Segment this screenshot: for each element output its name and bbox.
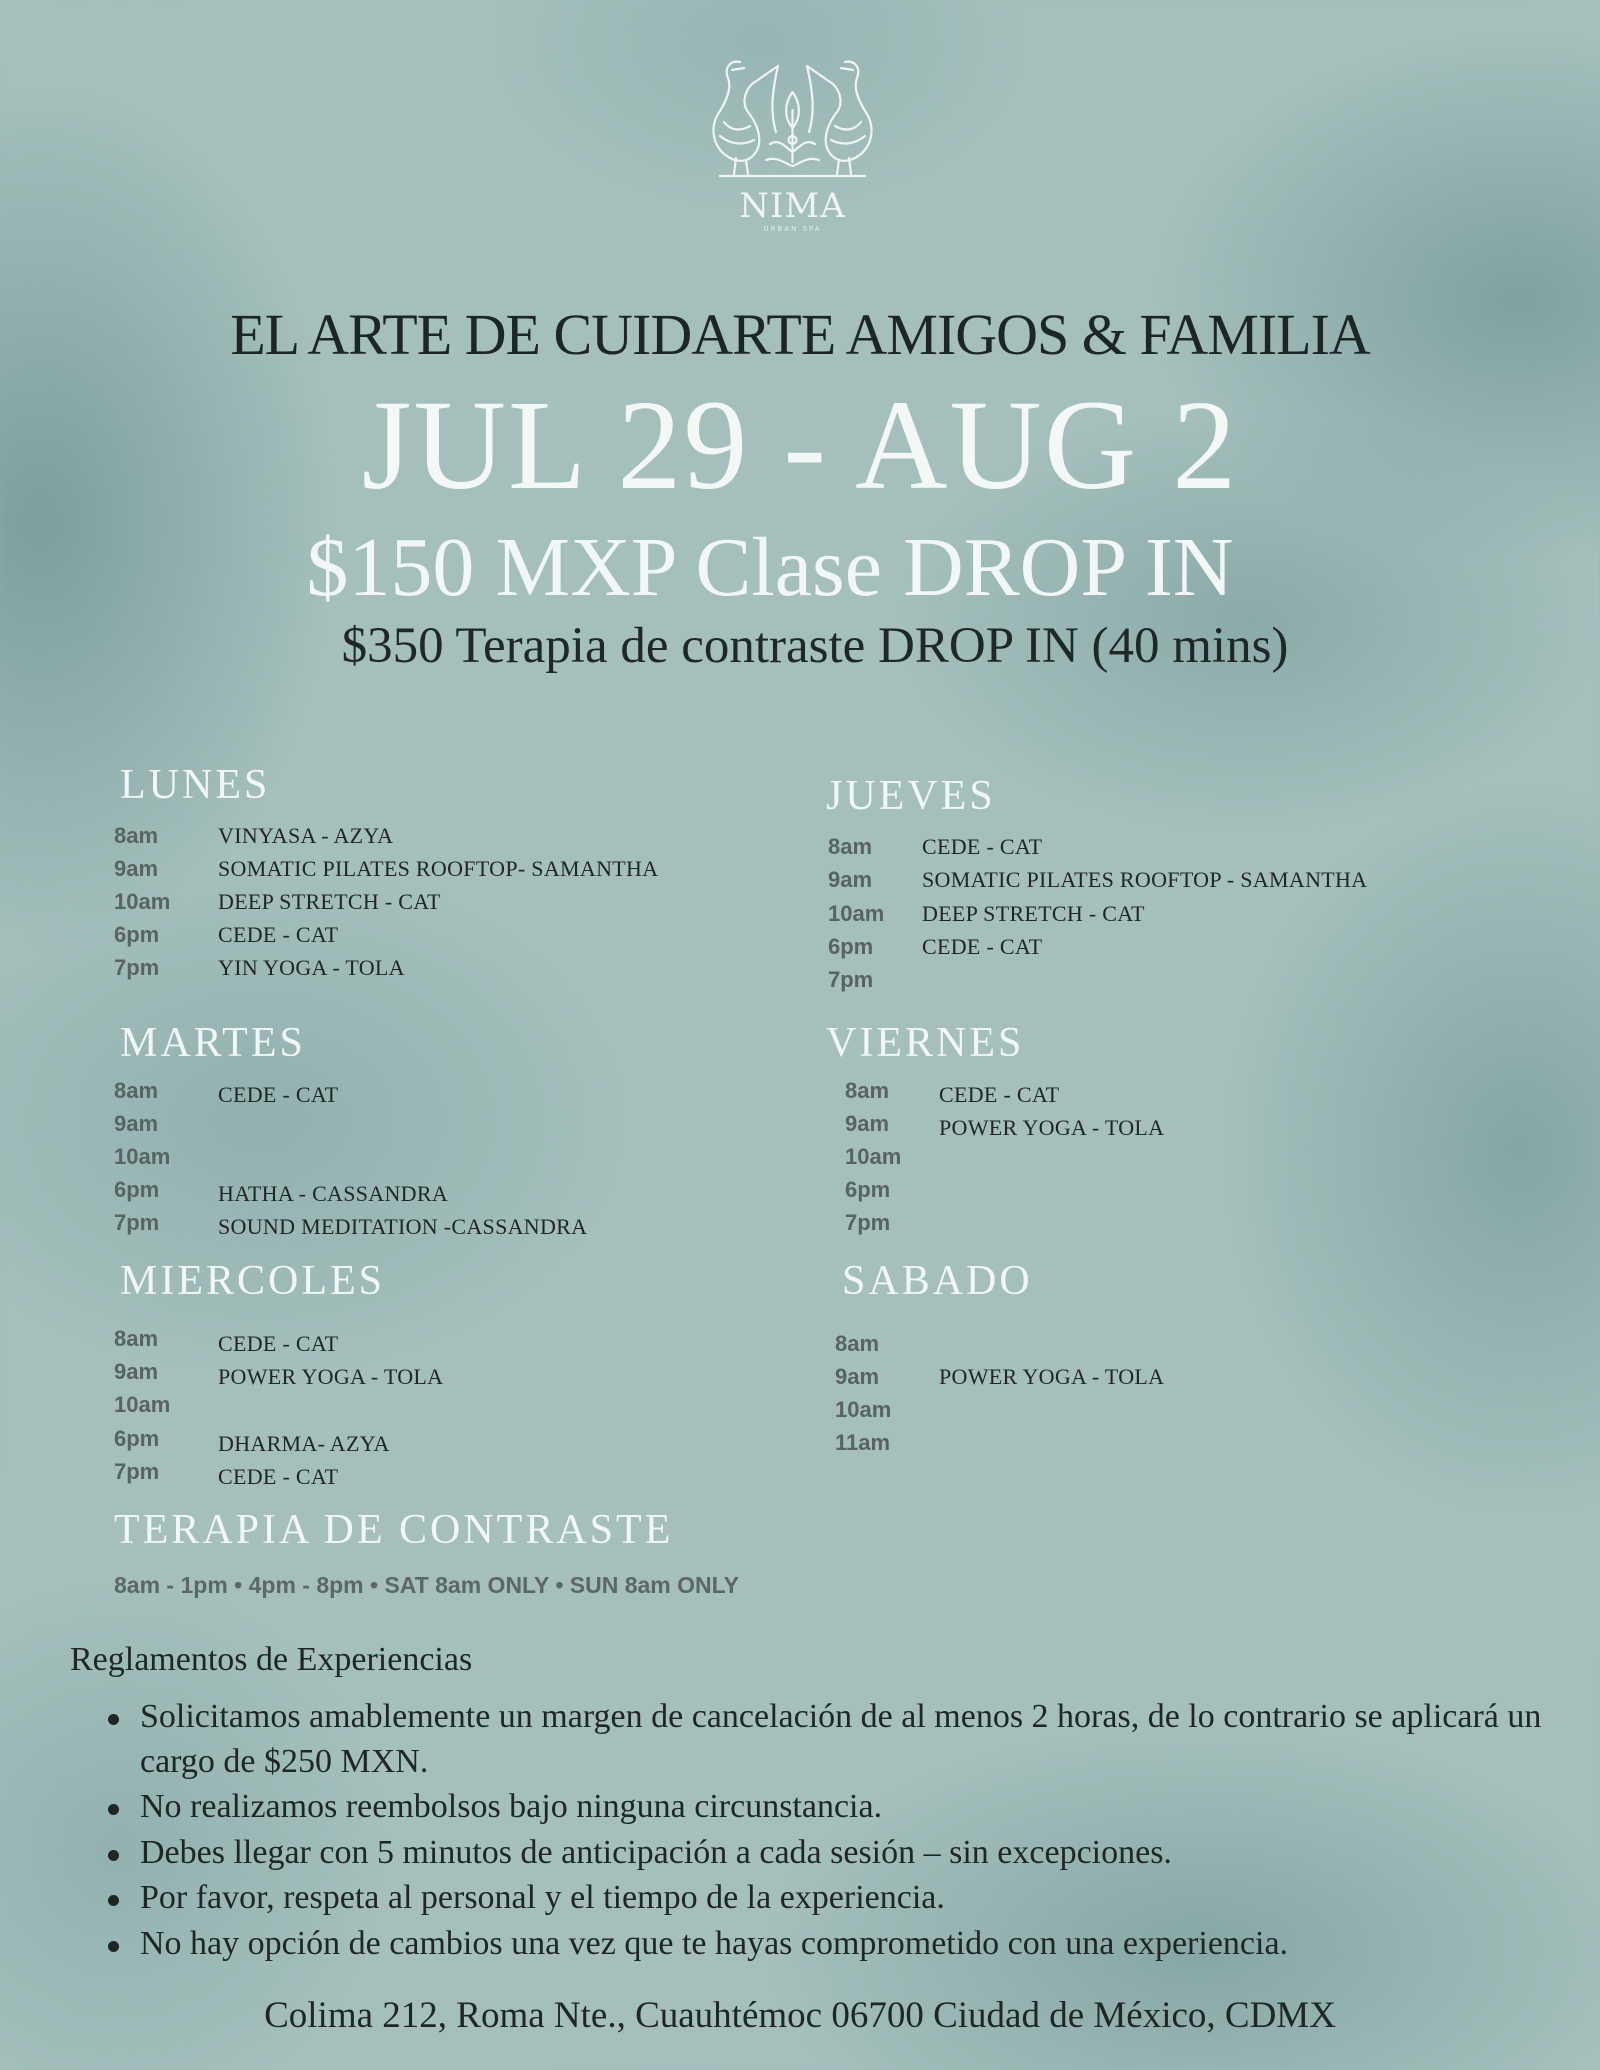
day-title-lunes: LUNES — [120, 762, 271, 808]
time-label: 10am — [114, 889, 171, 914]
bullet-icon — [108, 1804, 119, 1815]
bullet-icon — [108, 1895, 119, 1906]
class-label: DEEP STRETCH - CAT — [218, 889, 441, 914]
rule-text: No hay opción de cambios una vez que te hayas comprometido con una experiencia. — [140, 1924, 1289, 1962]
time-label: 7pm — [828, 967, 874, 992]
time-label: 7pm — [114, 1210, 160, 1235]
list-item — [100, 1831, 1560, 1876]
time-label: 10am — [845, 1144, 902, 1169]
therapy-price: $350 Terapia de contraste DROP IN (40 mins) — [341, 618, 1289, 674]
day-title-sabado: SABADO — [842, 1258, 1033, 1304]
list-item — [100, 1922, 1560, 1967]
class-label: CEDE - CAT — [218, 1082, 339, 1107]
time-label: 7pm — [114, 955, 160, 980]
list-item — [100, 1695, 1560, 1784]
time-label: 6pm — [114, 1177, 160, 1202]
time-label: 7pm — [114, 1459, 160, 1484]
class-label: CEDE - CAT — [922, 934, 1043, 959]
class-label: SOMATIC PILATES ROOFTOP- SAMANTHA — [218, 856, 659, 881]
contrast-therapy-title: TERAPIA DE CONTRASTE — [114, 1507, 674, 1553]
time-label: 8am — [835, 1331, 880, 1356]
brand-logo — [700, 52, 885, 247]
class-label: POWER YOGA - TOLA — [939, 1364, 1165, 1389]
class-label: SOUND MEDITATION -CASSANDRA — [218, 1214, 588, 1239]
class-label: HATHA - CASSANDRA — [218, 1181, 449, 1206]
time-label: 9am — [845, 1111, 890, 1136]
time-label: 10am — [114, 1392, 171, 1417]
address: Colima 212, Roma Nte., Cuauhtémoc 06700 Ciudad de México, CDMX — [264, 1995, 1336, 2036]
class-label: VINYASA - AZYA — [218, 823, 394, 848]
class-label: CEDE - CAT — [218, 1464, 339, 1489]
time-label: 8am — [845, 1078, 890, 1103]
time-label: 6pm — [828, 934, 874, 959]
list-item — [100, 1876, 1560, 1921]
day-title-miercoles: MIERCOLES — [120, 1258, 386, 1304]
class-label: CEDE - CAT — [218, 1331, 339, 1356]
time-label: 6pm — [114, 922, 160, 947]
rule-text: Solicitamos amablemente un margen de cancelación de al menos 2 horas, de lo contrario se aplicará un cargo de $250 MXN. — [140, 1698, 1542, 1780]
time-label: 10am — [114, 1144, 171, 1169]
event-title: EL ARTE DE CUIDARTE AMIGOS & FAMILIA — [230, 302, 1370, 367]
class-label: POWER YOGA - TOLA — [218, 1364, 444, 1389]
time-label: 8am — [114, 1326, 159, 1351]
event-dates: JUL 29 - AUG 2 — [361, 374, 1239, 516]
bullet-icon — [108, 1941, 119, 1952]
rule-text: Por favor, respeta al personal y el tiempo de la experiencia. — [140, 1879, 945, 1916]
rule-text: Debes llegar con 5 minutos de anticipación a cada sesión – sin excepciones. — [140, 1833, 1172, 1871]
time-label: 6pm — [845, 1177, 891, 1202]
class-label: DHARMA- AZYA — [218, 1431, 390, 1456]
time-label: 8am — [114, 1078, 159, 1103]
time-label: 6pm — [114, 1426, 160, 1451]
class-label: POWER YOGA - TOLA — [939, 1115, 1165, 1140]
time-label: 9am — [114, 1359, 159, 1384]
time-label: 8am — [828, 834, 873, 859]
day-title-jueves: JUEVES — [826, 773, 996, 819]
class-label: CEDE - CAT — [922, 834, 1043, 859]
class-label: DEEP STRETCH - CAT — [922, 901, 1145, 926]
twin-herons-emblem-icon — [700, 52, 885, 182]
class-price: $150 MXP Clase DROP IN — [306, 521, 1234, 614]
rules-title: Reglamentos de Experiencias — [70, 1641, 473, 1678]
class-label: CEDE - CAT — [939, 1082, 1060, 1107]
brand-name: NIMA — [739, 186, 846, 226]
contrast-therapy-hours: 8am - 1pm • 4pm - 8pm • SAT 8am ONLY • SUN 8am ONLY — [114, 1572, 739, 1598]
class-label: SOMATIC PILATES ROOFTOP - SAMANTHA — [922, 867, 1368, 892]
brand-subtitle: URBAN SPA — [763, 225, 822, 233]
time-label: 9am — [828, 867, 873, 892]
bullet-icon — [108, 1714, 119, 1725]
time-label: 7pm — [845, 1210, 891, 1235]
time-label: 11am — [835, 1430, 891, 1455]
class-label: YIN YOGA - TOLA — [218, 955, 405, 980]
list-item — [100, 1785, 1560, 1830]
time-label: 9am — [835, 1364, 880, 1389]
class-label: CEDE - CAT — [218, 922, 339, 947]
time-label: 10am — [828, 901, 885, 926]
time-label: 8am — [114, 823, 159, 848]
day-title-viernes: VIERNES — [826, 1020, 1025, 1066]
day-title-martes: MARTES — [120, 1020, 306, 1066]
rule-text: No realizamos reembolsos bajo ninguna circunstancia. — [140, 1788, 883, 1825]
rules-list — [100, 1695, 1560, 1967]
time-label: 10am — [835, 1397, 892, 1422]
time-label: 9am — [114, 856, 159, 881]
time-label: 9am — [114, 1111, 159, 1136]
bullet-icon — [108, 1850, 119, 1861]
